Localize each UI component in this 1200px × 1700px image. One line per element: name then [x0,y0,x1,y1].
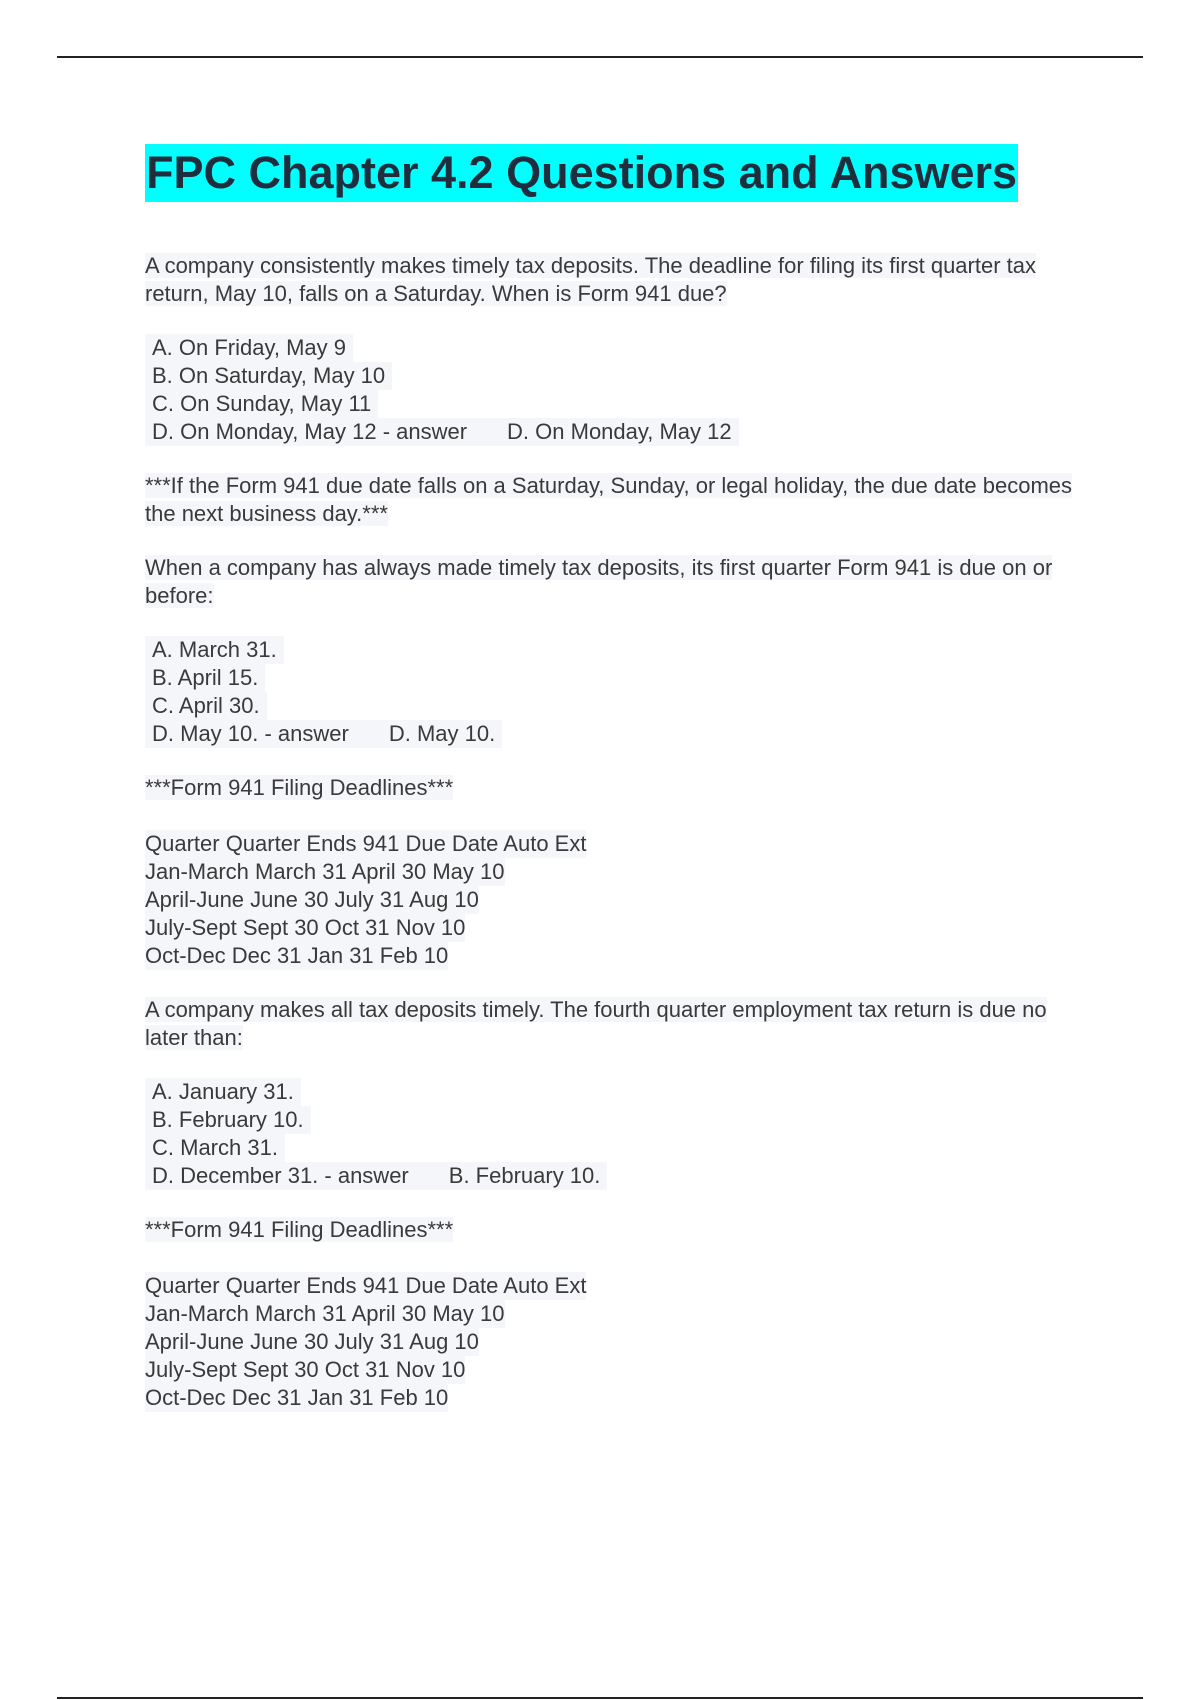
header-rule [57,56,1143,58]
document-body [145,144,1095,1412]
table-row: Oct-Dec Dec 31 Jan 31 Feb 10 [145,943,449,968]
question-2 [145,554,1095,610]
question-2-note [145,774,1095,802]
table-row: April-June June 30 July 31 Aug 10 [145,887,479,912]
table-row: July-Sept Sept 30 Oct 31 Nov 10 [145,915,466,940]
question-1 [145,252,1095,308]
option-d-answer-row [145,720,502,748]
deadline-table-1 [145,830,1095,970]
table-row: April-June June 30 July 31 Aug 10 [145,1329,479,1354]
explanation-text: ***Form 941 Filing Deadlines*** [145,775,454,800]
option-d-answer-row [145,418,739,446]
option-a: A. January 31. [145,1078,301,1106]
question-3-options [145,1078,1095,1190]
option-c: C. On Sunday, May 11 [145,390,378,418]
option-d: D. On Monday, May 12 - answer [152,419,468,444]
question-3-text: A company makes all tax deposits timely. The fourth quarter employment tax return is due no later than: [145,997,1047,1050]
footer-rule [57,1697,1143,1699]
question-1-note [145,472,1095,528]
option-a: A. On Friday, May 9 [145,334,353,362]
table-row: July-Sept Sept 30 Oct 31 Nov 10 [145,1357,466,1382]
deadline-table-2 [145,1272,1095,1412]
option-b: B. April 15. [145,664,265,692]
option-b: B. On Saturday, May 10 [145,362,392,390]
answer-text: D. On Monday, May 12 [507,419,732,444]
explanation-text: ***Form 941 Filing Deadlines*** [145,1217,454,1242]
question-3-note [145,1216,1095,1244]
question-2-text: When a company has always made timely tax deposits, its first quarter Form 941 is due on or before: [145,555,1053,608]
answer-text: D. May 10. [388,721,496,746]
option-c: C. March 31. [145,1134,285,1162]
option-b: B. February 10. [145,1106,311,1134]
explanation-text: ***If the Form 941 due date falls on a Saturday, Sunday, or legal holiday, the due date becomes the next business day.*** [145,473,1073,526]
question-2-options [145,636,1095,748]
table-header-row: Quarter Quarter Ends 941 Due Date Auto Ext [145,1273,587,1298]
table-row: Oct-Dec Dec 31 Jan 31 Feb 10 [145,1385,449,1410]
answer-text: B. February 10. [448,1163,601,1188]
document-title: FPC Chapter 4.2 Questions and Answers [145,144,1018,202]
question-1-text: A company consistently makes timely tax deposits. The deadline for filing its first quarter tax return, May 10, falls on a Saturday. When is Form 941 due? [145,253,1036,306]
table-header-row: Quarter Quarter Ends 941 Due Date Auto Ext [145,831,587,856]
option-d: D. December 31. - answer [152,1163,409,1188]
option-d: D. May 10. - answer [152,721,349,746]
question-1-options [145,334,1095,446]
option-d-answer-row [145,1162,607,1190]
option-c: C. April 30. [145,692,267,720]
table-row: Jan-March March 31 April 30 May 10 [145,1301,505,1326]
table-row: Jan-March March 31 April 30 May 10 [145,859,505,884]
question-3 [145,996,1095,1052]
option-a: A. March 31. [145,636,284,664]
